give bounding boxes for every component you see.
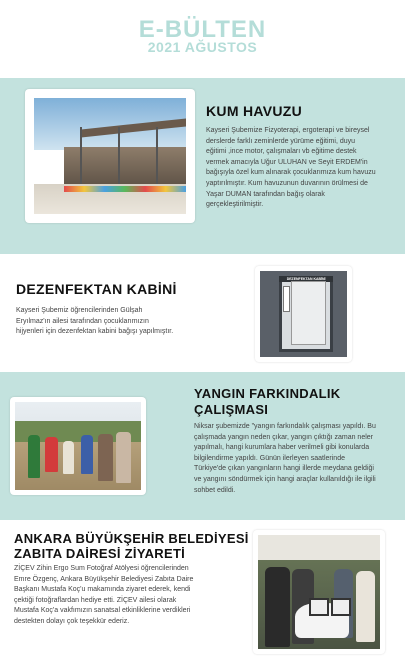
cabin-sign: DEZENFEKTAN KABİNİ xyxy=(286,277,326,282)
zabita-photo xyxy=(258,535,380,649)
disinfectant-photo-card xyxy=(255,266,352,362)
sandbox-photo-card xyxy=(25,89,195,223)
fire-title-line2: ÇALIŞMASI xyxy=(194,402,269,417)
sandbox-title: KUM HAVUZU xyxy=(206,103,303,119)
sandbox-text: Kayseri Şubemize Fizyoterapi, ergoterapi ve bireysel derslerde farklı zeminlerde yürüme eğitimi, duyu eğitimi ,ince motor, çalışmaları vb eğitime destek vermek amacıyla Uğur ULUHAN ve Seyit ERDEM'in bağışıyla özel kum alınarak çocuklarımıza kum havuzu yaptırılmıştır. Kum havuzunun duvarının örülmesi de Yaşar DUMAN tarafından bağış olarak gerçekleştirilmiştir. xyxy=(206,127,376,209)
disinfectant-title: DEZENFEKTAN KABİNİ xyxy=(16,281,177,297)
section-disinfectant xyxy=(0,254,405,372)
sandbox-photo xyxy=(34,98,186,214)
zabita-title-line2: ZABITA DAİRESİ ZİYARETİ xyxy=(14,546,186,561)
zabita-photo-card xyxy=(253,530,385,654)
fire-text: Niksar şubemizde "yangın farkındalık çalışması yapıldı. Bu çalışmada yangın neden çıkar, yangın çıktığı zaman neler yapılmalı, hangi kurumlara haber verilmeli gibi konularda bilgilendirme yapıldı. Günün ilerleyen saatlerinde Türkiye'de çıkan yangınların hangi illerde meydana geldiği ve yangını söndürmek için hangi araçlar kullanıldığı ile ilgili sohbet edildi. xyxy=(194,423,376,494)
bulletin-title: E-BÜLTEN xyxy=(138,16,267,43)
disinfectant-photo xyxy=(260,271,347,357)
zabita-title-line1: ANKARA BÜYÜKŞEHİR BELEDİYESİ xyxy=(14,531,249,546)
section-zabita-visit xyxy=(0,520,405,660)
fire-title-line1: YANGIN FARKINDALIK xyxy=(194,386,341,401)
zabita-text: ZİÇEV Zihin Ergo Sum Fotoğraf Atölyesi öğrencilerinden Emre Özgenç, Ankara Büyükşehir Belediyesi Zabıta Daire Başkanı Mustafa Koç'u makamında ziyaret ederek, kendi çektiği fotoğraflardan hediye etti. ZİÇEV ailesi olarak Mustafa Koç'a vakfımızın sanatsal etkinliklerine verdikleri destekten dolayı çok teşekkür ederiz. xyxy=(14,565,194,625)
bulletin-header xyxy=(0,0,405,80)
fire-photo-card xyxy=(10,397,146,495)
section-sandbox xyxy=(0,78,405,254)
fire-photo xyxy=(15,402,141,490)
disinfectant-text: Kayseri Şubemiz öğrencilerinden Gülşah Eryılmaz'ın ailesi tarafından çocuklarımızın hijyenleri için dezenfektan kabini bağışı yapılmıştır. xyxy=(16,307,174,336)
bulletin-date: 2021 AĞUSTOS xyxy=(147,39,258,55)
section-fire-awareness xyxy=(0,372,405,520)
